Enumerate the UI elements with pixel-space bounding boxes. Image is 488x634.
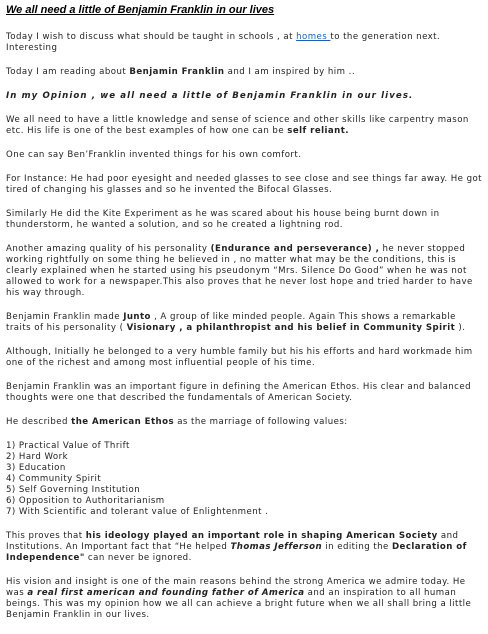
paragraph-vision: His vision and insight is one of the main reasons behind the strong America we admire today. He was a real first american and founding father of America and an inspiration to all human beings. This was my opinion how we all can achieve a bright future when we all shall bring a little Benjamin Franklin in our lives. xyxy=(6,577,472,620)
list-item: 2) Hard Work xyxy=(6,452,69,462)
paragraph-ideology: This proves that his ideology played an important role in shaping American Society and Institutions. An Important fact that “He helped Thomas Jefferson in editing the Declaration of Independence" can never be ignored. xyxy=(6,531,467,563)
paragraph-intro: Today I wish to discuss what should be taught in schools , at homes to the generation next. Interesting xyxy=(6,32,441,53)
values-list xyxy=(6,441,484,518)
paragraph-endurance: Another amazing quality of his personality (Endurance and perseverance) , he never stopped working rightfully on some thing he believed in , no matter what may be the conditions, this is clearly explained when he started using his pseudonym “Mrs. Silence Do Good” when he was not allowed to work for a newspaper.This also proves that he never lost hope and tried harder to have his way through. xyxy=(6,244,473,298)
list-item: 6) Opposition to Authoritarianism xyxy=(6,496,165,506)
paragraph-comfort: One can say Ben’Franklin invented things for his own comfort. xyxy=(6,150,302,160)
paragraph-knowledge: We all need to have a little knowledge and sense of science and other skills like carpentry mason etc. His life is one of the best examples of how one can be self reliant. xyxy=(6,115,469,136)
paragraph-humble: Although, Initially he belonged to a very humble family but his his efforts and hard workmade him one of the richest and among most influential people of his time. xyxy=(6,347,473,368)
document-page xyxy=(6,4,484,634)
paragraph-kite: Similarly He did the Kite Experiment as he was scared about his house being burnt down in thunderstorm, he wanted a solution, and so he created a lightning rod. xyxy=(6,209,440,230)
homes-link[interactable]: homes xyxy=(296,32,331,42)
list-item: 7) With Scientific and tolerant value of Enlightenment . xyxy=(6,507,269,517)
paragraph-described: He described the American Ethos as the marriage of following values: xyxy=(6,417,348,427)
list-item: 4) Community Spirit xyxy=(6,474,102,484)
page-title: We all need a little of Benjamin Franklin in our lives xyxy=(6,4,275,16)
paragraph-opinion: In my Opinion , we all need a little of Benjamin Franklin in our lives. xyxy=(6,91,414,101)
list-item: 3) Education xyxy=(6,463,66,473)
paragraph-bifocal: For Instance: He had poor eyesight and needed glasses to see close and see things far away. He got tired of changing his glasses and so he invented the Bifocal Glasses. xyxy=(6,174,483,195)
paragraph-reading: Today I am reading about Benjamin Franklin and I am inspired by him .. xyxy=(6,67,355,77)
list-item: 1) Practical Value of Thrift xyxy=(6,441,130,451)
paragraph-ethos: Benjamin Franklin was an important figure in defining the American Ethos. His clear and balanced thoughts were one that described the fundamentals of American Society. xyxy=(6,382,472,403)
list-item: 5) Self Governing Institution xyxy=(6,485,141,495)
paragraph-junto: Benjamin Franklin made Junto , A group of like minded people. Again This shows a remarkable traits of his personality ( Visionary , a philanthropist and his belief in Community Spirit ). xyxy=(6,312,466,333)
